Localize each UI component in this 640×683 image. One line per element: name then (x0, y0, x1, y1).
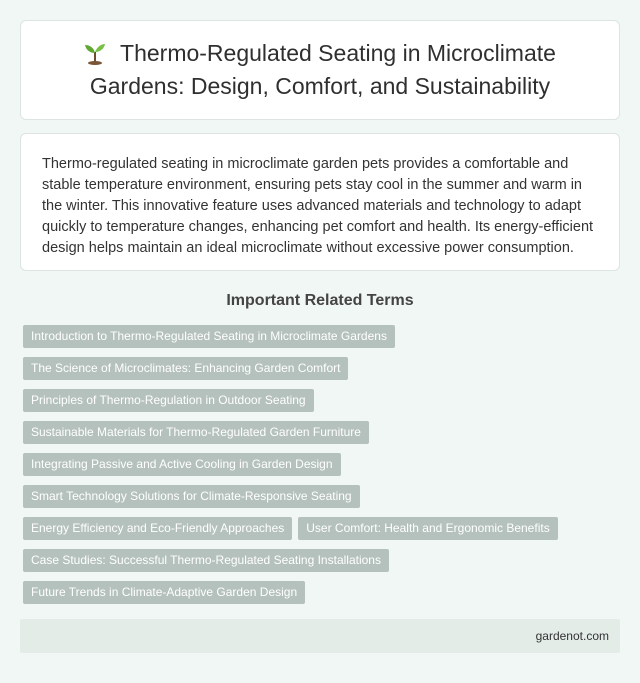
footer (20, 619, 620, 653)
related-term-tag[interactable]: Introduction to Thermo-Regulated Seating in Microclimate Gardens (23, 325, 395, 348)
related-term-tag[interactable]: User Comfort: Health and Ergonomic Benefits (298, 517, 557, 540)
related-term-tag[interactable]: Smart Technology Solutions for Climate-Responsive Seating (23, 485, 360, 508)
title-card (20, 20, 620, 120)
description-text: Thermo-regulated seating in microclimate garden pets provides a comfortable and stable temperature environment, ensuring pets stay cool in the summer and warm in the winter. This innovative feature uses advanced materials and technology to adapt quickly to temperature changes, enhancing pet comfort and health. Its energy-efficient design helps maintain an ideal microclimate without excessive power consumption. (42, 156, 594, 256)
related-term-tag[interactable]: Principles of Thermo-Regulation in Outdoor Seating (23, 389, 314, 412)
related-term-tag[interactable]: Future Trends in Climate-Adaptive Garden Design (23, 581, 305, 604)
related-term-tag[interactable]: Integrating Passive and Active Cooling in Garden Design (23, 453, 341, 476)
page-title-text: Thermo-Regulated Seating in Microclimate Gardens: Design, Comfort, and Sustainability (89, 40, 556, 99)
related-term-tag[interactable]: Sustainable Materials for Thermo-Regulated Garden Furniture (23, 421, 369, 444)
description-card (20, 133, 620, 271)
related-terms-list (23, 325, 603, 604)
sprout-icon (84, 41, 106, 72)
related-term-tag[interactable]: Energy Efficiency and Eco-Friendly Approaches (23, 517, 292, 540)
related-term-tag[interactable]: The Science of Microclimates: Enhancing Garden Comfort (23, 357, 348, 380)
footer-site-link[interactable]: gardenot.com (535, 629, 609, 643)
related-term-tag[interactable]: Case Studies: Successful Thermo-Regulated Seating Installations (23, 549, 389, 572)
related-terms-heading: Important Related Terms (226, 292, 414, 309)
page-title (45, 39, 595, 101)
